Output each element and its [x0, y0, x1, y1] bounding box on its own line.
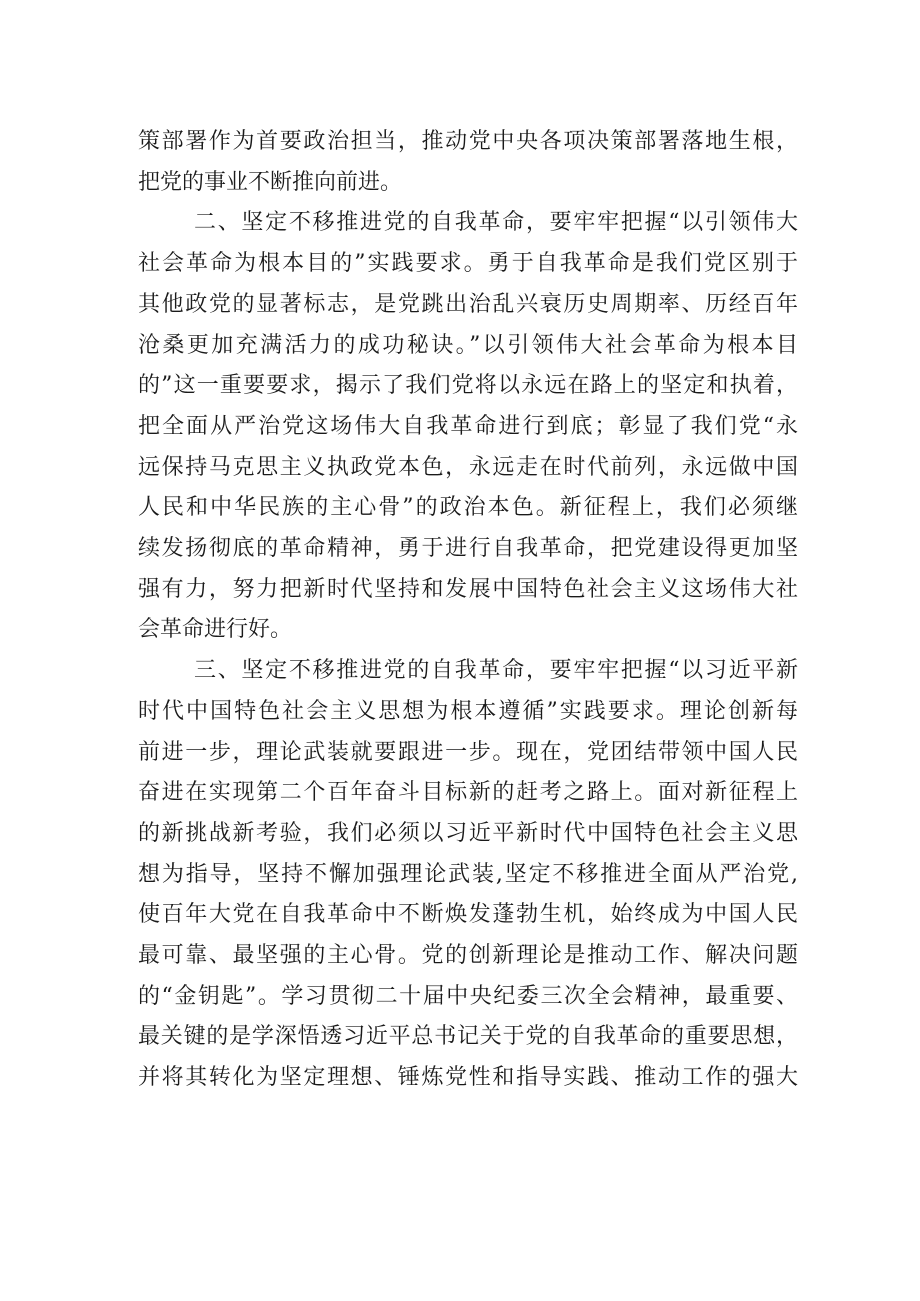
- paragraph-line: 最可靠、最坚强的主心骨。党的创新理论是推动工作、解决问题: [138, 943, 798, 969]
- paragraph-line: 远保持马克思主义执政党本色，永远走在时代前列，永远做中国: [138, 454, 798, 480]
- document-body: [138, 122, 798, 1099]
- paragraph-line: 其他政党的显著标志，是党跳出治乱兴衰历史周期率、历经百年: [138, 291, 798, 317]
- paragraph-1: [138, 122, 798, 203]
- paragraph-line: 续发扬彻底的革命精神，勇于进行自我革命，把党建设得更加坚: [138, 536, 798, 562]
- paragraph-line: 最关键的是学深悟透习近平总书记关于党的自我革命的重要思想，: [138, 1024, 798, 1050]
- paragraph-line: 想为指导，坚持不懈加强理论武装,坚定不移推进全面从严治党,: [138, 861, 798, 887]
- paragraph-3: [138, 651, 798, 1099]
- paragraph-line: 策部署作为首要政治担当，推动党中央各项决策部署落地生根，: [138, 129, 798, 154]
- paragraph-line: 强有力，努力把新时代坚持和发展中国特色社会主义这场伟大社: [138, 576, 798, 602]
- paragraph-line: 把党的事业不断推向前进。: [138, 169, 403, 195]
- paragraph-line: 的新挑战新考验，我们必须以习近平新时代中国特色社会主义思: [138, 820, 798, 846]
- paragraph-line: 并将其转化为坚定理想、锤炼党性和指导实践、推动工作的强大: [138, 1065, 798, 1091]
- paragraph-line: 把全面从严治党这场伟大自我革命进行到底；彰显了我们党“永: [138, 413, 798, 439]
- paragraph-line: 会革命进行好。: [138, 617, 293, 643]
- paragraph-line: 时代中国特色社会主义思想为根本遵循”实践要求。理论创新每: [138, 698, 798, 724]
- paragraph-line: 二、坚定不移推进党的自我革命，要牢牢把握“以引领伟大: [194, 210, 798, 236]
- paragraph-line: 的”这一重要要求，揭示了我们党将以永远在路上的坚定和执着，: [138, 373, 798, 399]
- paragraph-line: 三、坚定不移推进党的自我革命，要牢牢把握“以习近平新: [194, 658, 798, 684]
- paragraph-line: 社会革命为根本目的”实践要求。勇于自我革命是我们党区别于: [138, 251, 798, 277]
- paragraph-line: 奋进在实现第二个百年奋斗目标新的赶考之路上。面对新征程上: [138, 780, 798, 806]
- paragraph-line: 使百年大党在自我革命中不断焕发蓬勃生机，始终成为中国人民: [138, 902, 798, 928]
- paragraph-line: 前进一步，理论武装就要跟进一步。现在，党团结带领中国人民: [138, 739, 798, 765]
- paragraph-2: [138, 203, 798, 651]
- paragraph-line: 沧桑更加充满活力的成功秘诀。”以引领伟大社会革命为根本目: [138, 332, 798, 358]
- paragraph-line: 人民和中华民族的主心骨”的政治本色。新征程上，我们必须继: [138, 495, 798, 521]
- paragraph-line: 的“金钥匙”。学习贯彻二十届中央纪委三次全会精神，最重要、: [138, 983, 798, 1009]
